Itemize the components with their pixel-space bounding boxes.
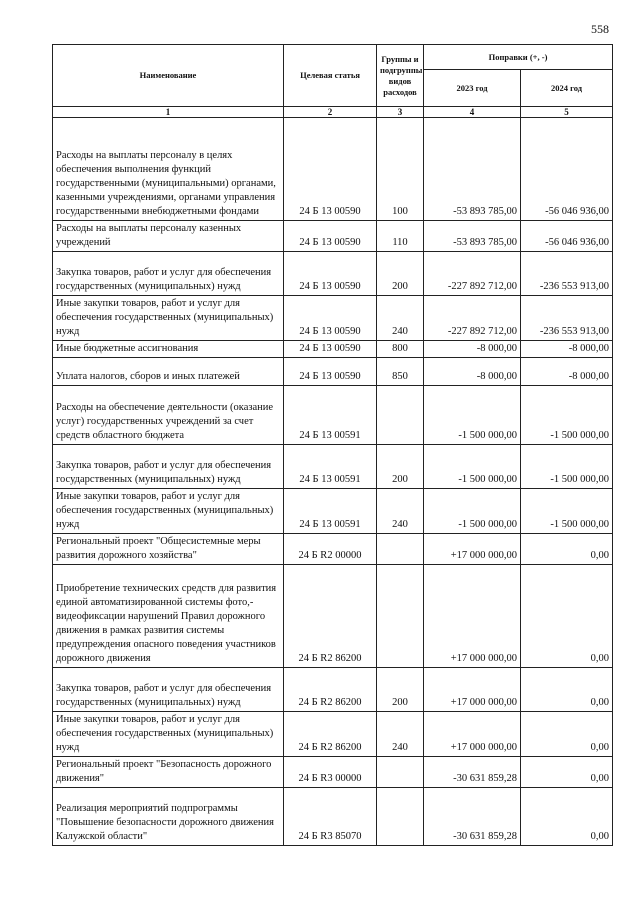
row-amount-2023: -8 000,00 <box>424 358 521 386</box>
table-row <box>53 489 613 534</box>
row-amount-2023: -8 000,00 <box>424 341 521 358</box>
row-name: Закупка товаров, работ и услуг для обеспечения государственных (муниципальных) нужд <box>53 445 284 489</box>
row-amount-2023: +17 000 000,00 <box>424 534 521 565</box>
row-group-code: 200 <box>377 445 424 489</box>
row-amount-2023: -1 500 000,00 <box>424 386 521 445</box>
row-amount-2024: -56 046 936,00 <box>521 118 613 221</box>
table-row <box>53 118 613 221</box>
row-group-code: 240 <box>377 489 424 534</box>
row-group-code: 800 <box>377 341 424 358</box>
row-amount-2024: -8 000,00 <box>521 358 613 386</box>
row-amount-2024: 0,00 <box>521 788 613 846</box>
row-name: Иные бюджетные ассигнования <box>53 341 284 358</box>
row-target-code: 24 Б 13 00590 <box>284 341 377 358</box>
column-number: 5 <box>521 107 613 118</box>
row-name: Иные закупки товаров, работ и услуг для обеспечения государственных (муниципальных) нужд <box>53 712 284 757</box>
row-group-code: 850 <box>377 358 424 386</box>
row-target-code: 24 Б R2 86200 <box>284 668 377 712</box>
row-amount-2023: -227 892 712,00 <box>424 296 521 341</box>
row-amount-2024: 0,00 <box>521 534 613 565</box>
row-target-code: 24 Б R3 00000 <box>284 757 377 788</box>
table-row <box>53 252 613 296</box>
row-name: Региональный проект "Общесистемные меры развития дорожного хозяйства" <box>53 534 284 565</box>
row-group-code: 200 <box>377 252 424 296</box>
table-row <box>53 358 613 386</box>
column-number: 3 <box>377 107 424 118</box>
row-amount-2023: -30 631 859,28 <box>424 788 521 846</box>
column-number: 2 <box>284 107 377 118</box>
header-target: Целевая статья <box>284 45 377 107</box>
row-amount-2024: 0,00 <box>521 757 613 788</box>
row-group-code <box>377 788 424 846</box>
row-target-code: 24 Б 13 00591 <box>284 489 377 534</box>
row-group-code <box>377 565 424 668</box>
table-row <box>53 565 613 668</box>
page-number: 558 <box>591 22 609 36</box>
row-target-code: 24 Б 13 00591 <box>284 386 377 445</box>
row-amount-2023: -1 500 000,00 <box>424 489 521 534</box>
row-amount-2024: -236 553 913,00 <box>521 252 613 296</box>
row-group-code: 200 <box>377 668 424 712</box>
row-name: Приобретение технических средств для развития единой автоматизированной системы фото,- видеофиксации нарушений Правил дорожного движения в рамках развития системы предупреждения опасного поведения участников дорожного движения <box>53 565 284 668</box>
row-target-code: 24 Б 13 00591 <box>284 445 377 489</box>
row-target-code: 24 Б 13 00590 <box>284 118 377 221</box>
column-number: 1 <box>53 107 284 118</box>
table-row <box>53 341 613 358</box>
row-target-code: 24 Б 13 00590 <box>284 358 377 386</box>
header-name: Наименование <box>53 45 284 107</box>
table-row <box>53 221 613 252</box>
row-target-code: 24 Б R2 86200 <box>284 712 377 757</box>
row-amount-2023: -30 631 859,28 <box>424 757 521 788</box>
row-amount-2024: 0,00 <box>521 565 613 668</box>
header-year-2023: 2023 год <box>424 70 521 107</box>
row-amount-2023: -53 893 785,00 <box>424 118 521 221</box>
row-group-code <box>377 534 424 565</box>
row-amount-2023: -227 892 712,00 <box>424 252 521 296</box>
budget-table <box>52 44 613 846</box>
row-target-code: 24 Б 13 00590 <box>284 252 377 296</box>
row-name: Расходы на обеспечение деятельности (оказание услуг) государственных учреждений за счет средств областного бюджета <box>53 386 284 445</box>
row-group-code: 240 <box>377 712 424 757</box>
row-target-code: 24 Б 13 00590 <box>284 221 377 252</box>
row-amount-2024: -1 500 000,00 <box>521 386 613 445</box>
row-amount-2024: -56 046 936,00 <box>521 221 613 252</box>
row-group-code: 110 <box>377 221 424 252</box>
row-group-code: 240 <box>377 296 424 341</box>
row-target-code: 24 Б R3 85070 <box>284 788 377 846</box>
row-name: Закупка товаров, работ и услуг для обеспечения государственных (муниципальных) нужд <box>53 668 284 712</box>
row-amount-2023: +17 000 000,00 <box>424 712 521 757</box>
row-name: Иные закупки товаров, работ и услуг для обеспечения государственных (муниципальных) нужд <box>53 489 284 534</box>
row-amount-2024: 0,00 <box>521 668 613 712</box>
row-name: Региональный проект "Безопасность дорожного движения" <box>53 757 284 788</box>
row-name: Расходы на выплаты персоналу казенных учреждений <box>53 221 284 252</box>
row-amount-2024: -1 500 000,00 <box>521 489 613 534</box>
row-amount-2024: -236 553 913,00 <box>521 296 613 341</box>
row-amount-2023: +17 000 000,00 <box>424 565 521 668</box>
row-name: Реализация мероприятий подпрограммы "Повышение безопасности дорожного движения Калужской области" <box>53 788 284 846</box>
row-amount-2023: -53 893 785,00 <box>424 221 521 252</box>
table-row <box>53 296 613 341</box>
table-row <box>53 788 613 846</box>
table-row <box>53 712 613 757</box>
row-amount-2024: -1 500 000,00 <box>521 445 613 489</box>
row-group-code: 100 <box>377 118 424 221</box>
table-row <box>53 386 613 445</box>
row-target-code: 24 Б R2 86200 <box>284 565 377 668</box>
row-group-code <box>377 386 424 445</box>
row-target-code: 24 Б 13 00590 <box>284 296 377 341</box>
row-name: Уплата налогов, сборов и иных платежей <box>53 358 284 386</box>
row-target-code: 24 Б R2 00000 <box>284 534 377 565</box>
row-amount-2024: -8 000,00 <box>521 341 613 358</box>
header-year-2024: 2024 год <box>521 70 613 107</box>
column-number-row <box>53 107 613 118</box>
row-name: Иные закупки товаров, работ и услуг для обеспечения государственных (муниципальных) нужд <box>53 296 284 341</box>
table-row <box>53 534 613 565</box>
row-name: Расходы на выплаты персоналу в целях обеспечения выполнения функций государственными (муниципальными) органами, казенными учреждениями, органами управления государственными внебюджетными фондами <box>53 118 284 221</box>
header-corrections: Поправки (+, -) <box>424 45 613 70</box>
header-group: Группы и подгруппы видов расходов <box>377 45 424 107</box>
table-row <box>53 757 613 788</box>
table-row <box>53 445 613 489</box>
row-name: Закупка товаров, работ и услуг для обеспечения государственных (муниципальных) нужд <box>53 252 284 296</box>
row-amount-2024: 0,00 <box>521 712 613 757</box>
table-row <box>53 668 613 712</box>
row-amount-2023: +17 000 000,00 <box>424 668 521 712</box>
column-number: 4 <box>424 107 521 118</box>
row-amount-2023: -1 500 000,00 <box>424 445 521 489</box>
row-group-code <box>377 757 424 788</box>
